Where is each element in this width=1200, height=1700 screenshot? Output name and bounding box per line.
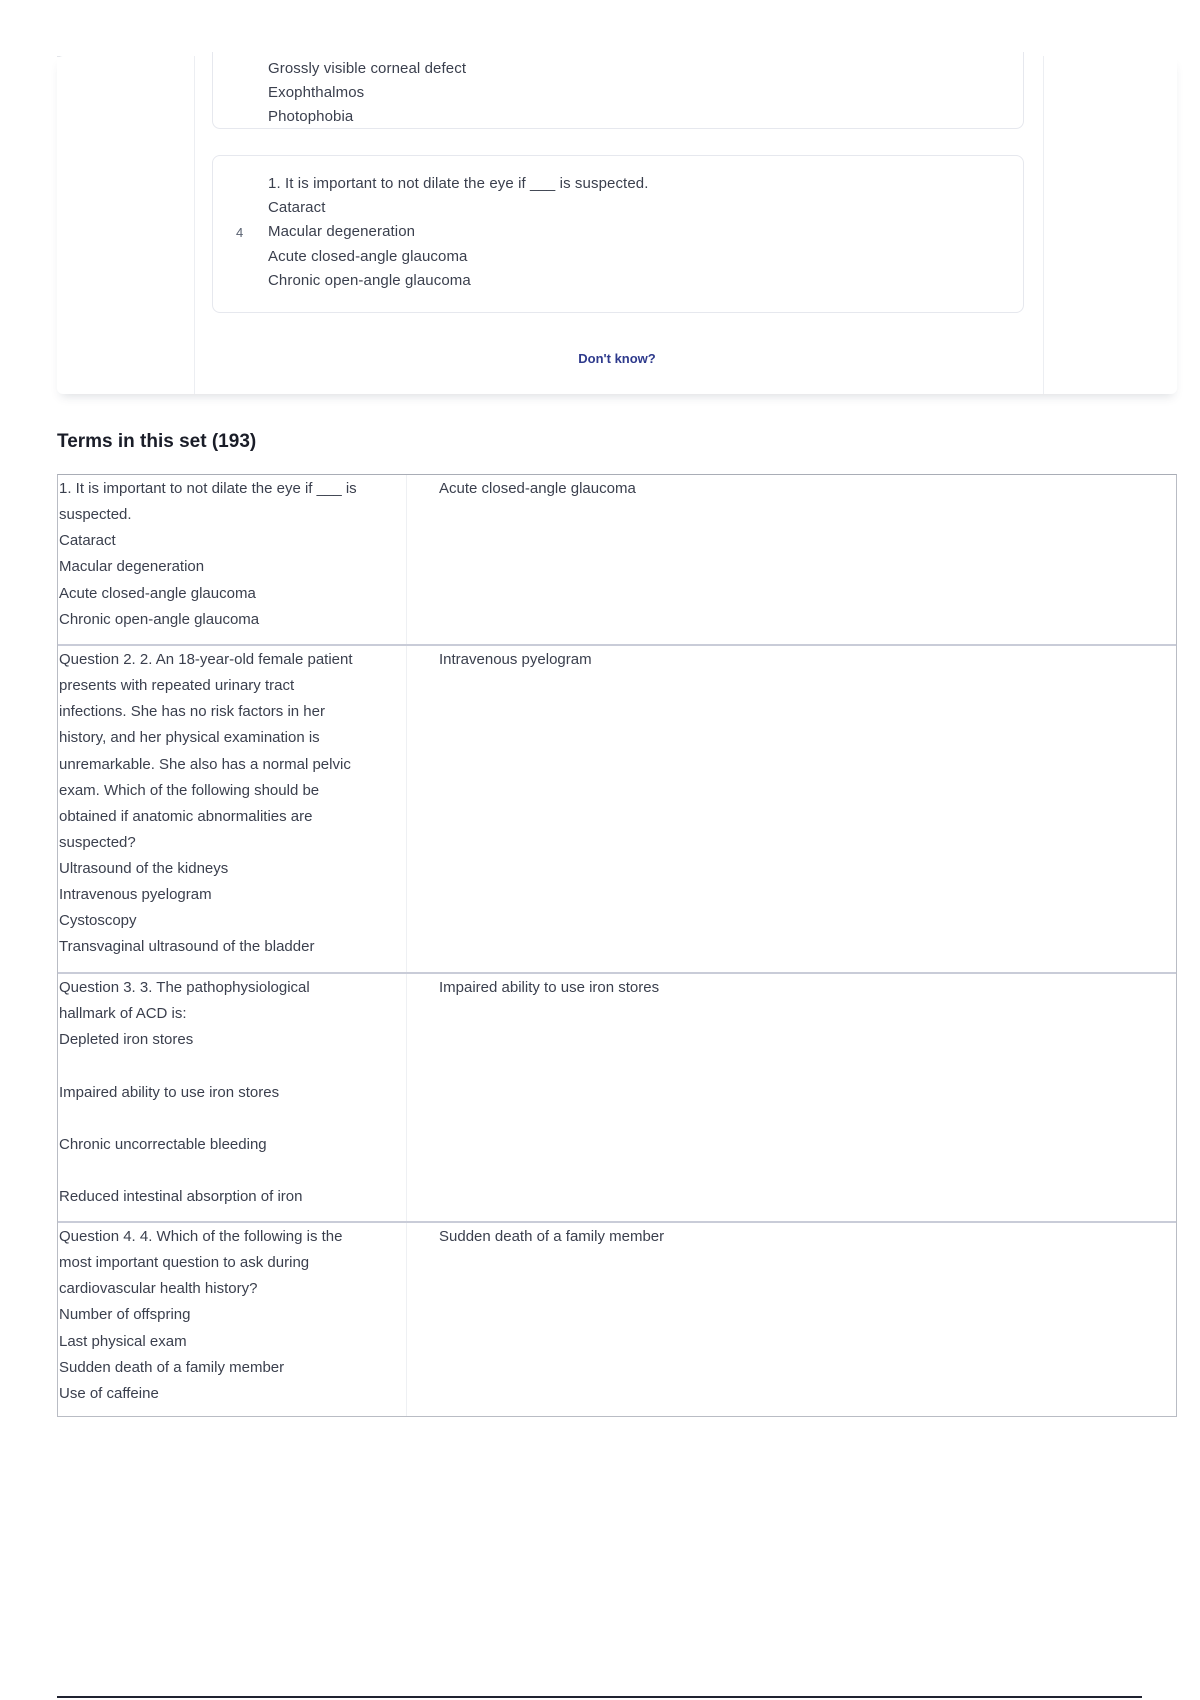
term-line: Chronic uncorrectable bleeding [59, 1136, 267, 1153]
option-number-badge: 4 [236, 225, 244, 240]
table-row [58, 475, 1176, 646]
table-row [58, 974, 1176, 1223]
term-line: Chronic open-angle glaucoma [59, 611, 260, 628]
option-grossly-visible-corneal-defect[interactable]: Grossly visible corneal defect [268, 60, 467, 77]
term-line: Acute closed-angle glaucoma [59, 585, 256, 602]
bottom-divider [57, 1696, 1142, 1698]
term-line: Depleted iron stores [59, 1031, 194, 1048]
table-row [58, 646, 1176, 974]
dont-know-link[interactable]: Don't know? [578, 351, 656, 366]
definition-text: Acute closed-angle glaucoma [439, 480, 636, 497]
term-line: hallmark of ACD is: [59, 1005, 187, 1022]
option-exophthalmos[interactable]: Exophthalmos [268, 84, 365, 101]
definition-text: Intravenous pyelogram [439, 651, 592, 668]
question-text: 1. It is important to not dilate the eye if ___ is suspected. [268, 175, 649, 192]
term-line: Transvaginal ultrasound of the bladder [59, 938, 315, 955]
term-line: presents with repeated urinary tract [59, 677, 295, 694]
term-line: Macular degeneration [59, 558, 205, 575]
term-line: infections. She has no risk factors in her [59, 703, 325, 720]
term-line: Cystoscopy [59, 912, 137, 929]
term-line: exam. Which of the following should be [59, 782, 320, 799]
definition-text: Sudden death of a family member [439, 1228, 665, 1245]
option-macular-degeneration[interactable]: Macular degeneration [268, 223, 416, 240]
option-cataract[interactable]: Cataract [268, 199, 326, 216]
table-row [58, 1223, 1176, 1416]
term-line: Intravenous pyelogram [59, 886, 212, 903]
term-line: Impaired ability to use iron stores [59, 1084, 280, 1101]
term-line: unremarkable. She also has a normal pelvic [59, 756, 351, 773]
term-line: Sudden death of a family member [59, 1359, 285, 1376]
term-line: suspected? [59, 834, 136, 851]
term-line: Number of offspring [59, 1306, 191, 1323]
term-line: Question 3. 3. The pathophysiological [59, 979, 310, 996]
term-line: history, and her physical examination is [59, 729, 320, 746]
option-acute-closed-angle-glaucoma[interactable]: Acute closed-angle glaucoma [268, 248, 468, 265]
term-line: 1. It is important to not dilate the eye if ___ is [59, 480, 357, 497]
option-chronic-open-angle-glaucoma[interactable]: Chronic open-angle glaucoma [268, 272, 471, 289]
term-line: Use of caffeine [59, 1385, 159, 1402]
term-line: Cataract [59, 532, 116, 549]
term-line: Reduced intestinal absorption of iron [59, 1188, 303, 1205]
term-line: suspected. [59, 506, 132, 523]
term-line: Last physical exam [59, 1333, 187, 1350]
term-line: Ultrasound of the kidneys [59, 860, 229, 877]
term-line: cardiovascular health history? [59, 1280, 258, 1297]
term-line: Question 4. 4. Which of the following is the [59, 1228, 343, 1245]
term-line: Question 2. 2. An 18-year-old female patient [59, 651, 353, 668]
definition-text: Impaired ability to use iron stores [439, 979, 660, 996]
term-line: obtained if anatomic abnormalities are [59, 808, 313, 825]
terms-table [57, 474, 1177, 1417]
option-photophobia[interactable]: Photophobia [268, 108, 354, 125]
term-line: most important question to ask during [59, 1254, 310, 1271]
terms-heading: Terms in this set (193) [57, 431, 257, 452]
